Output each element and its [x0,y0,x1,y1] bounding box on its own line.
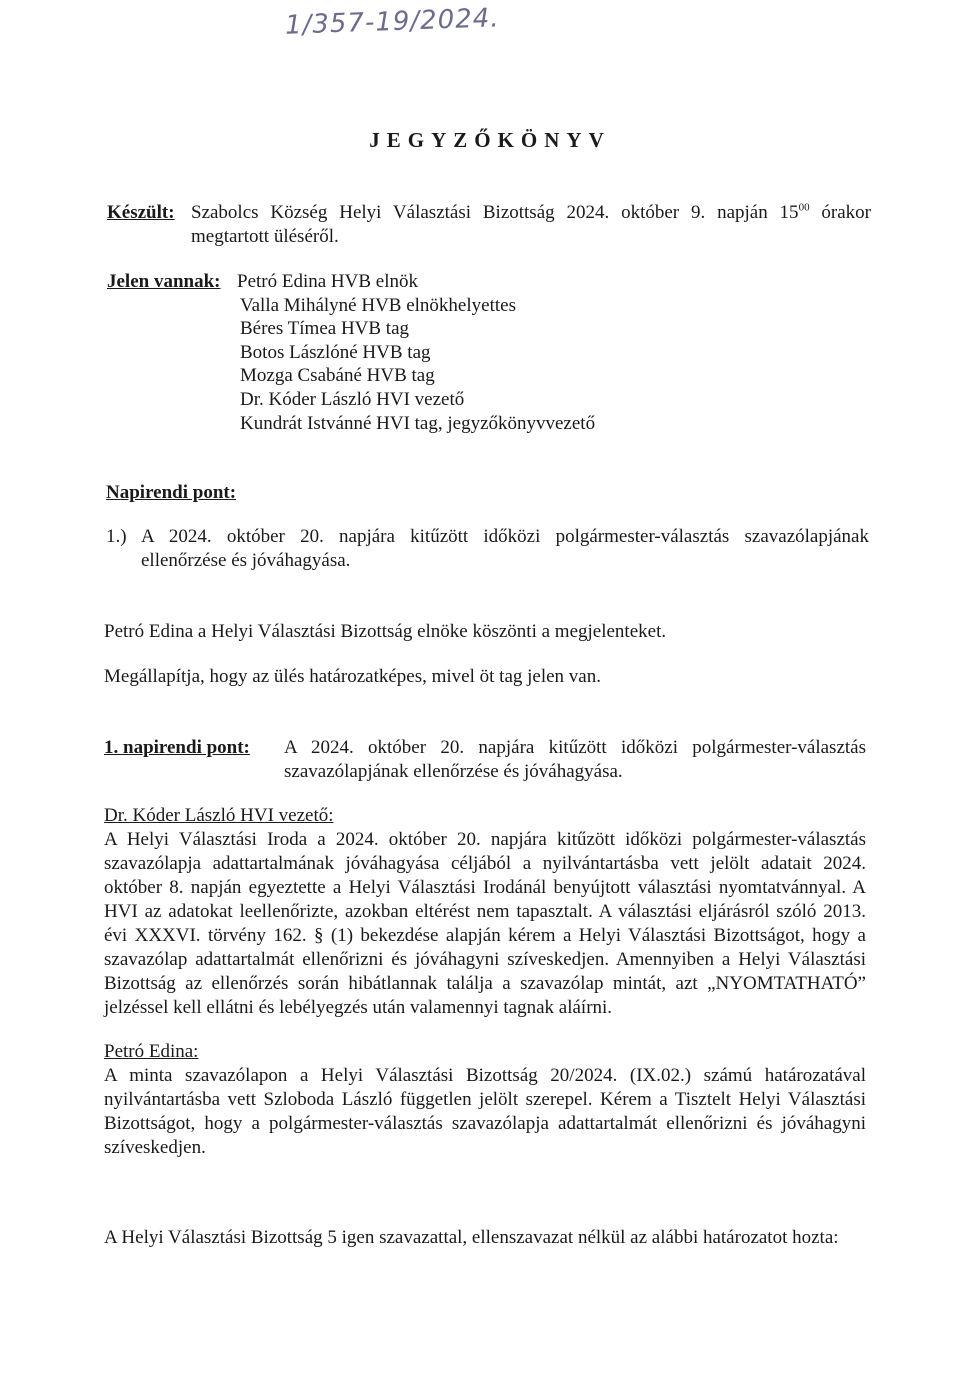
point1-text: A 2024. október 20. napjára kitűzött időközi polgármester-választás szavazólapjának ellenőrzése és jóváhagyása. [284,737,866,782]
keszult-label: Készült: [107,202,175,223]
attendee-list [237,270,596,435]
attendee: Mozga Csabáné HVB tag [240,365,435,387]
quorum-paragraph: Megállapítja, hogy az ülés határozatképes, mivel öt tag jelen van. [104,666,601,687]
keszult-text: Szabolcs Község Helyi Választási Bizottság 2024. október 9. napján $15^{00}$ órakor megtartott üléséről. [191,201,871,247]
attendee: Botos Lászlóné HVB tag [240,341,431,363]
attendee: Valla Mihályné HVB elnökhelyettes [240,294,516,316]
agenda-item-text: A 2024. október 20. napjára kitűzött időközi polgármester-választás szavazólapjának ellenőrzése és jóváhagyása. [141,526,869,571]
document-title: JEGYZŐKÖNYV [369,128,611,152]
attendee: Béres Tímea HVB tag [240,318,410,340]
napirendi-label: Napirendi pont: [106,482,237,503]
koder-statement: A Helyi Választási Iroda a 2024. október 20. napjára kitűzött időközi polgármester-választás szavazólapja adattartalmának jóváhagyása céljából a nyilvántartásba vett jelölt adatait 2024. október 8. napján egyeztette a Helyi Választási Irodánál benyújtott választási nyomtatvánnyal. A HVI az adatokat leellenőrizte, azokban eltérést nem tapasztalt. A választási eljárásról szóló 2013. évi XXXVI. törvény 162. § (1) bekezdése alapján kérem a Helyi Választási Bizottságot, hogy a szavazólap adattartalmát ellenőrizni és jóváhagyni szíveskedjen. Amennyiben a Helyi Választási Bizottság az ellenőrzés során hibátlannak találja a szavazólap mintát, azt „NYOMTATHATÓ” jelzéssel kell ellátni és lebélyegzés után valamennyi tagnak aláírni. [104,829,866,1018]
handwritten-reference-number: 1/357-19/2024. [284,3,501,41]
decision-intro: A Helyi Választási Bizottság 5 igen szavazattal, ellenszavazat nélkül az alábbi határozatot hozta: [104,1227,839,1248]
point1-label: 1. napirendi pont: [104,737,250,758]
koder-speaker-label: Dr. Kóder László HVI vezető: [104,805,334,826]
opening-paragraph: Petró Edina a Helyi Választási Bizottság elnöke köszönti a megjelenteket. [104,621,667,642]
jelen-vannak-label: Jelen vannak: [107,271,221,292]
attendee: Dr. Kóder László HVI vezető [240,388,465,410]
time-superscript: 00 [798,201,810,214]
agenda-item-number: 1.) [106,526,127,547]
petro-speaker-label: Petró Edina: [104,1041,199,1062]
attendee: Petró Edina HVB elnök [237,271,419,292]
petro-statement: A minta szavazólapon a Helyi Választási Bizottság 20/2024. (IX.02.) számú határozatával nyilvántartásba vett Szloboda László független jelölt szerepel. Kérem a Tisztelt Helyi Választási Bizottságot, hogy a polgármester-választás szavazólapja adattartalmát ellenőrizni és jóváhagyni szíveskedjen. [104,1065,866,1158]
attendee: Kundrát Istvánné HVI tag, jegyzőkönyvvezető [240,412,596,434]
